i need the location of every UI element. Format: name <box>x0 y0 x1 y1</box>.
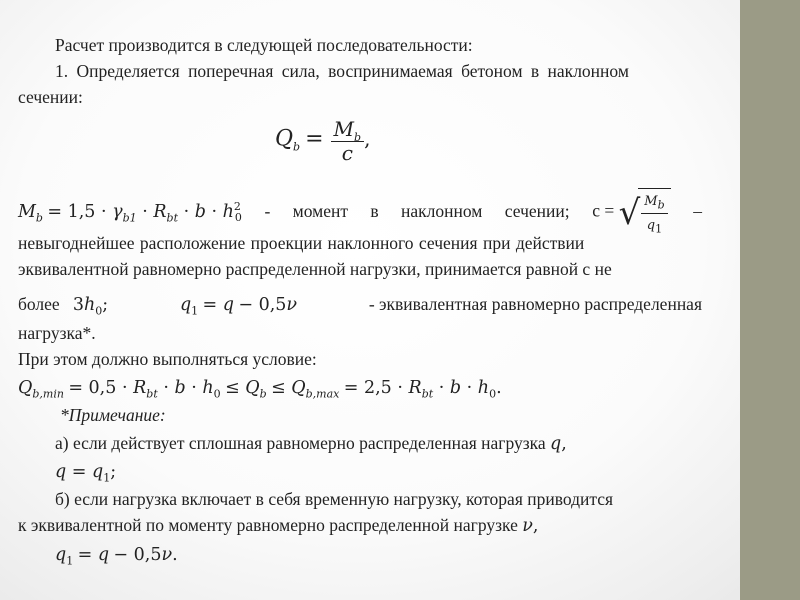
note-b-line-1: б) если нагрузка включает в себя временную нагрузку, которая приводится <box>55 489 614 509</box>
c-dash: – <box>693 200 702 221</box>
mb-desc: - момент в наклонном сечении; <box>264 200 570 221</box>
q1-desc: - эквивалентная равномерно распределенная <box>368 294 702 314</box>
c-desc-line-2: эквивалентной равномерно распределенной нагрузки, принимается равной с не <box>18 259 612 279</box>
step1-line-a: 1. Определяется поперечная сила, воспринимаемая бетоном в наклонном <box>55 61 629 81</box>
intro-text: Расчет производится в следующей последовательности: <box>55 35 473 55</box>
note-a-formula: $q = q_1$; <box>55 462 117 485</box>
note-title: *Примечание: <box>60 405 166 425</box>
decorative-side-bar <box>740 0 800 600</box>
formula-condition: $Q_{b,min} = 0,5 \cdot R_{bt} \cdot b \cdot h_0 \le Q_b \le Q_{b,max} = 2,5 \cdot R_{bt} \cdot b \cdot h_0$. <box>18 378 502 401</box>
more-than: более $3h_0$; <box>18 294 109 318</box>
mb-line <box>18 188 702 237</box>
note-b-line-2: к эквивалентной по моменту равномерно распределенной нагрузке ν, <box>18 515 539 536</box>
formula-q1: $q_1 = q - 0,5\nu$ <box>179 295 298 318</box>
step1-line-b: сечении: <box>18 87 83 107</box>
formula-c: с = √ $\frac{M_b}{q_1}$ <box>592 188 670 237</box>
c-desc-line-1: невыгоднейшее расположение проекции наклонного сечения при действии <box>18 233 585 253</box>
note-b-formula: $q_1 = q - 0,5\nu$. <box>55 545 178 568</box>
formula-mb: $M_b = 1,5 \cdot \gamma_{b1} \cdot R_{bt} \cdot b \cdot h^2_0$ <box>18 199 242 225</box>
load-word: нагрузка*. <box>18 323 96 343</box>
q1-line <box>18 293 702 316</box>
formula-qb: $Q_b$ = $\frac{M_b}{c}$ , <box>275 117 371 165</box>
note-a: а) если действует сплошная равномерно распределенная нагрузка q, <box>55 433 567 454</box>
condition-text: При этом должно выполняться условие: <box>18 349 317 369</box>
